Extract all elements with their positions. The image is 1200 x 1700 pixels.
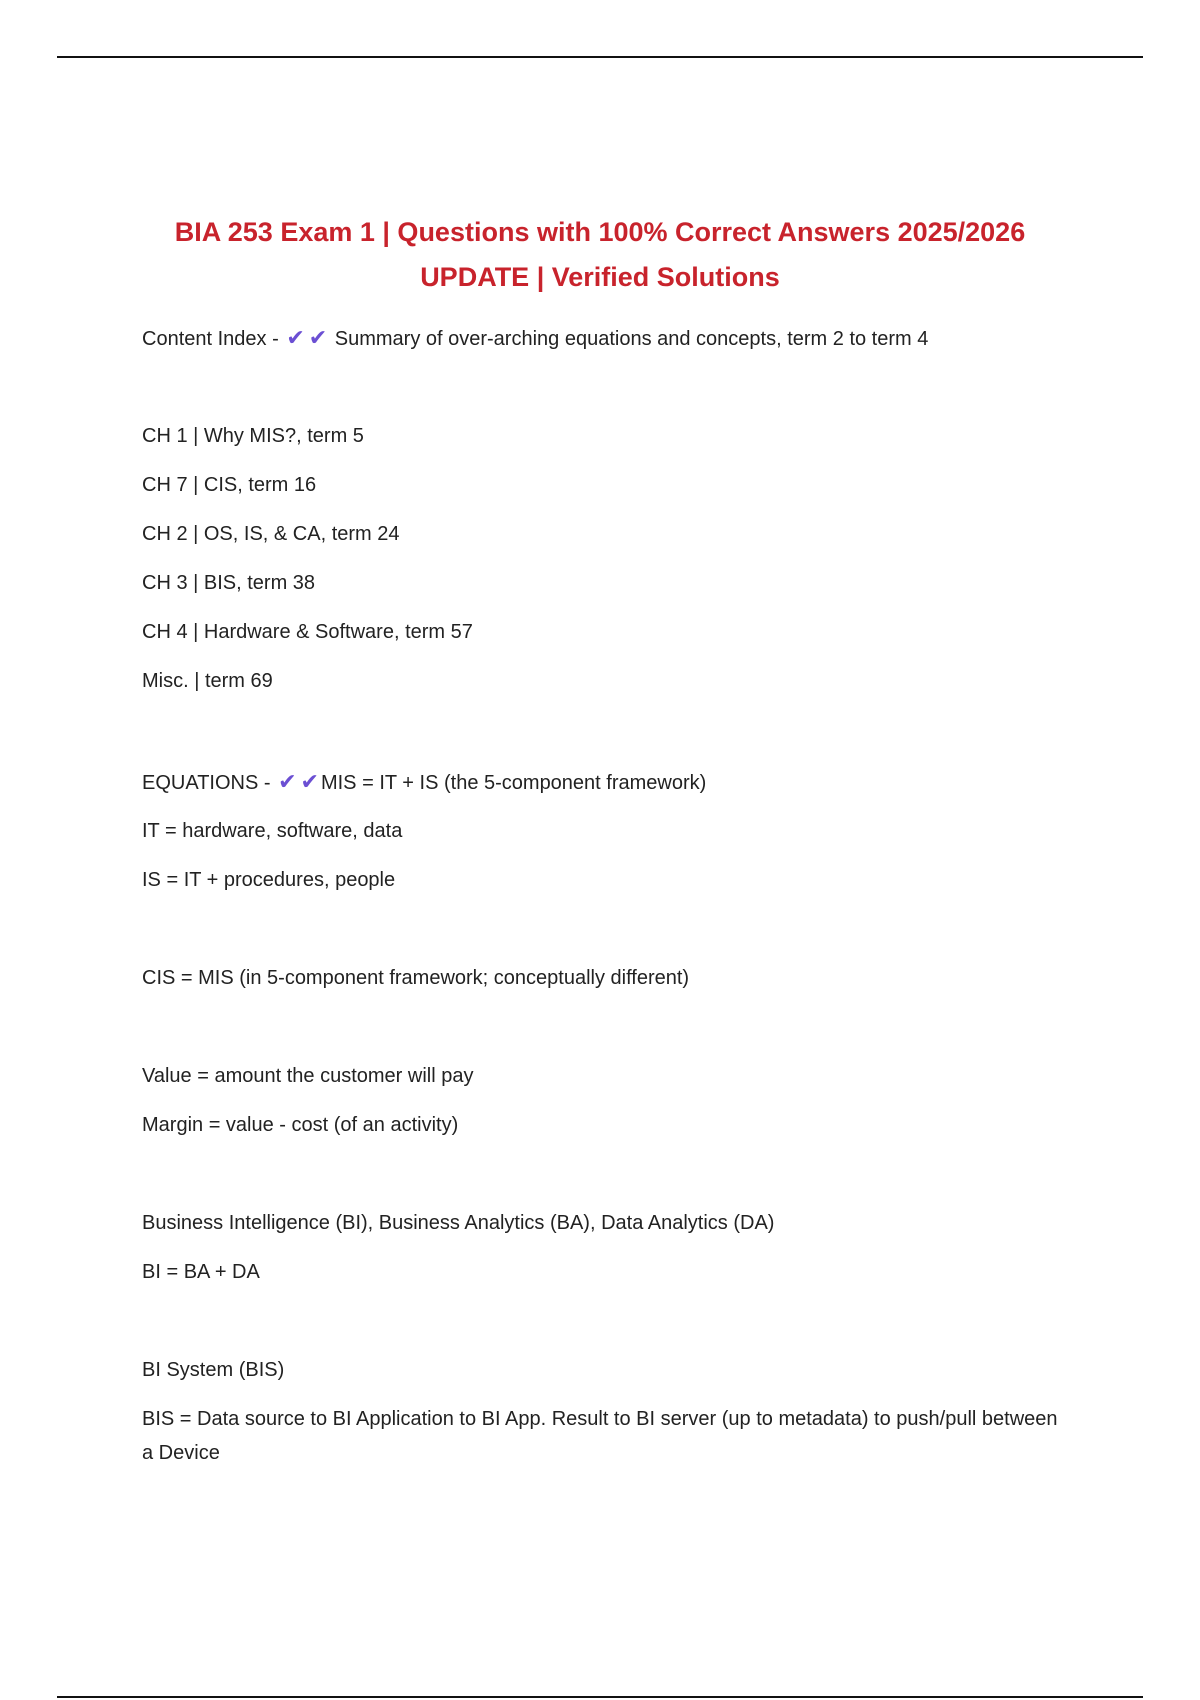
- content-index-line: [142, 321, 928, 356]
- bis-definition: BIS = Data source to BI Application to BI App. Result to BI server (up to metadata) to push/pull between a Device: [142, 1408, 1058, 1464]
- bis-heading: BI System (BIS): [142, 1359, 285, 1381]
- chapter-item: CH 3 | BIS, term 38: [142, 572, 316, 594]
- equations-first: MIS = IT + IS (the 5-component framework): [320, 772, 707, 794]
- check-icon: ✔: [286, 325, 305, 350]
- content-index-prefix: Content Index -: [142, 328, 279, 350]
- title-line-1: BIA 253 Exam 1 | Questions with 100% Correct Answers 2025/2026: [174, 217, 1026, 247]
- equation-value: Value = amount the customer will pay: [142, 1065, 474, 1087]
- equations-prefix: EQUATIONS -: [142, 772, 271, 794]
- equation-bi: BI = BA + DA: [142, 1261, 260, 1283]
- content-index-text: Summary of over-arching equations and concepts, term 2 to term 4: [334, 328, 929, 350]
- equation-is: IS = IT + procedures, people: [142, 869, 396, 891]
- equation-cis: CIS = MIS (in 5-component framework; conceptually different): [142, 967, 690, 989]
- check-icon: ✔: [308, 325, 328, 350]
- chapter-item: CH 7 | CIS, term 16: [142, 474, 317, 496]
- title-line-2: UPDATE | Verified Solutions: [420, 262, 780, 292]
- document-title: [100, 210, 1100, 300]
- equations-line: [142, 765, 706, 800]
- bottom-rule: [57, 1696, 1143, 1698]
- top-rule: [57, 56, 1143, 58]
- chapter-item: CH 4 | Hardware & Software, term 57: [142, 621, 473, 643]
- chapter-item: Misc. | term 69: [142, 670, 273, 692]
- chapter-item: CH 2 | OS, IS, & CA, term 24: [142, 523, 400, 545]
- check-icon: ✔: [300, 769, 319, 794]
- bi-heading: Business Intelligence (BI), Business Analytics (BA), Data Analytics (DA): [142, 1212, 775, 1234]
- equation-margin: Margin = value - cost (of an activity): [142, 1114, 459, 1136]
- equation-it: IT = hardware, software, data: [142, 820, 403, 842]
- check-icon: ✔: [278, 769, 297, 794]
- chapter-item: CH 1 | Why MIS?, term 5: [142, 425, 364, 447]
